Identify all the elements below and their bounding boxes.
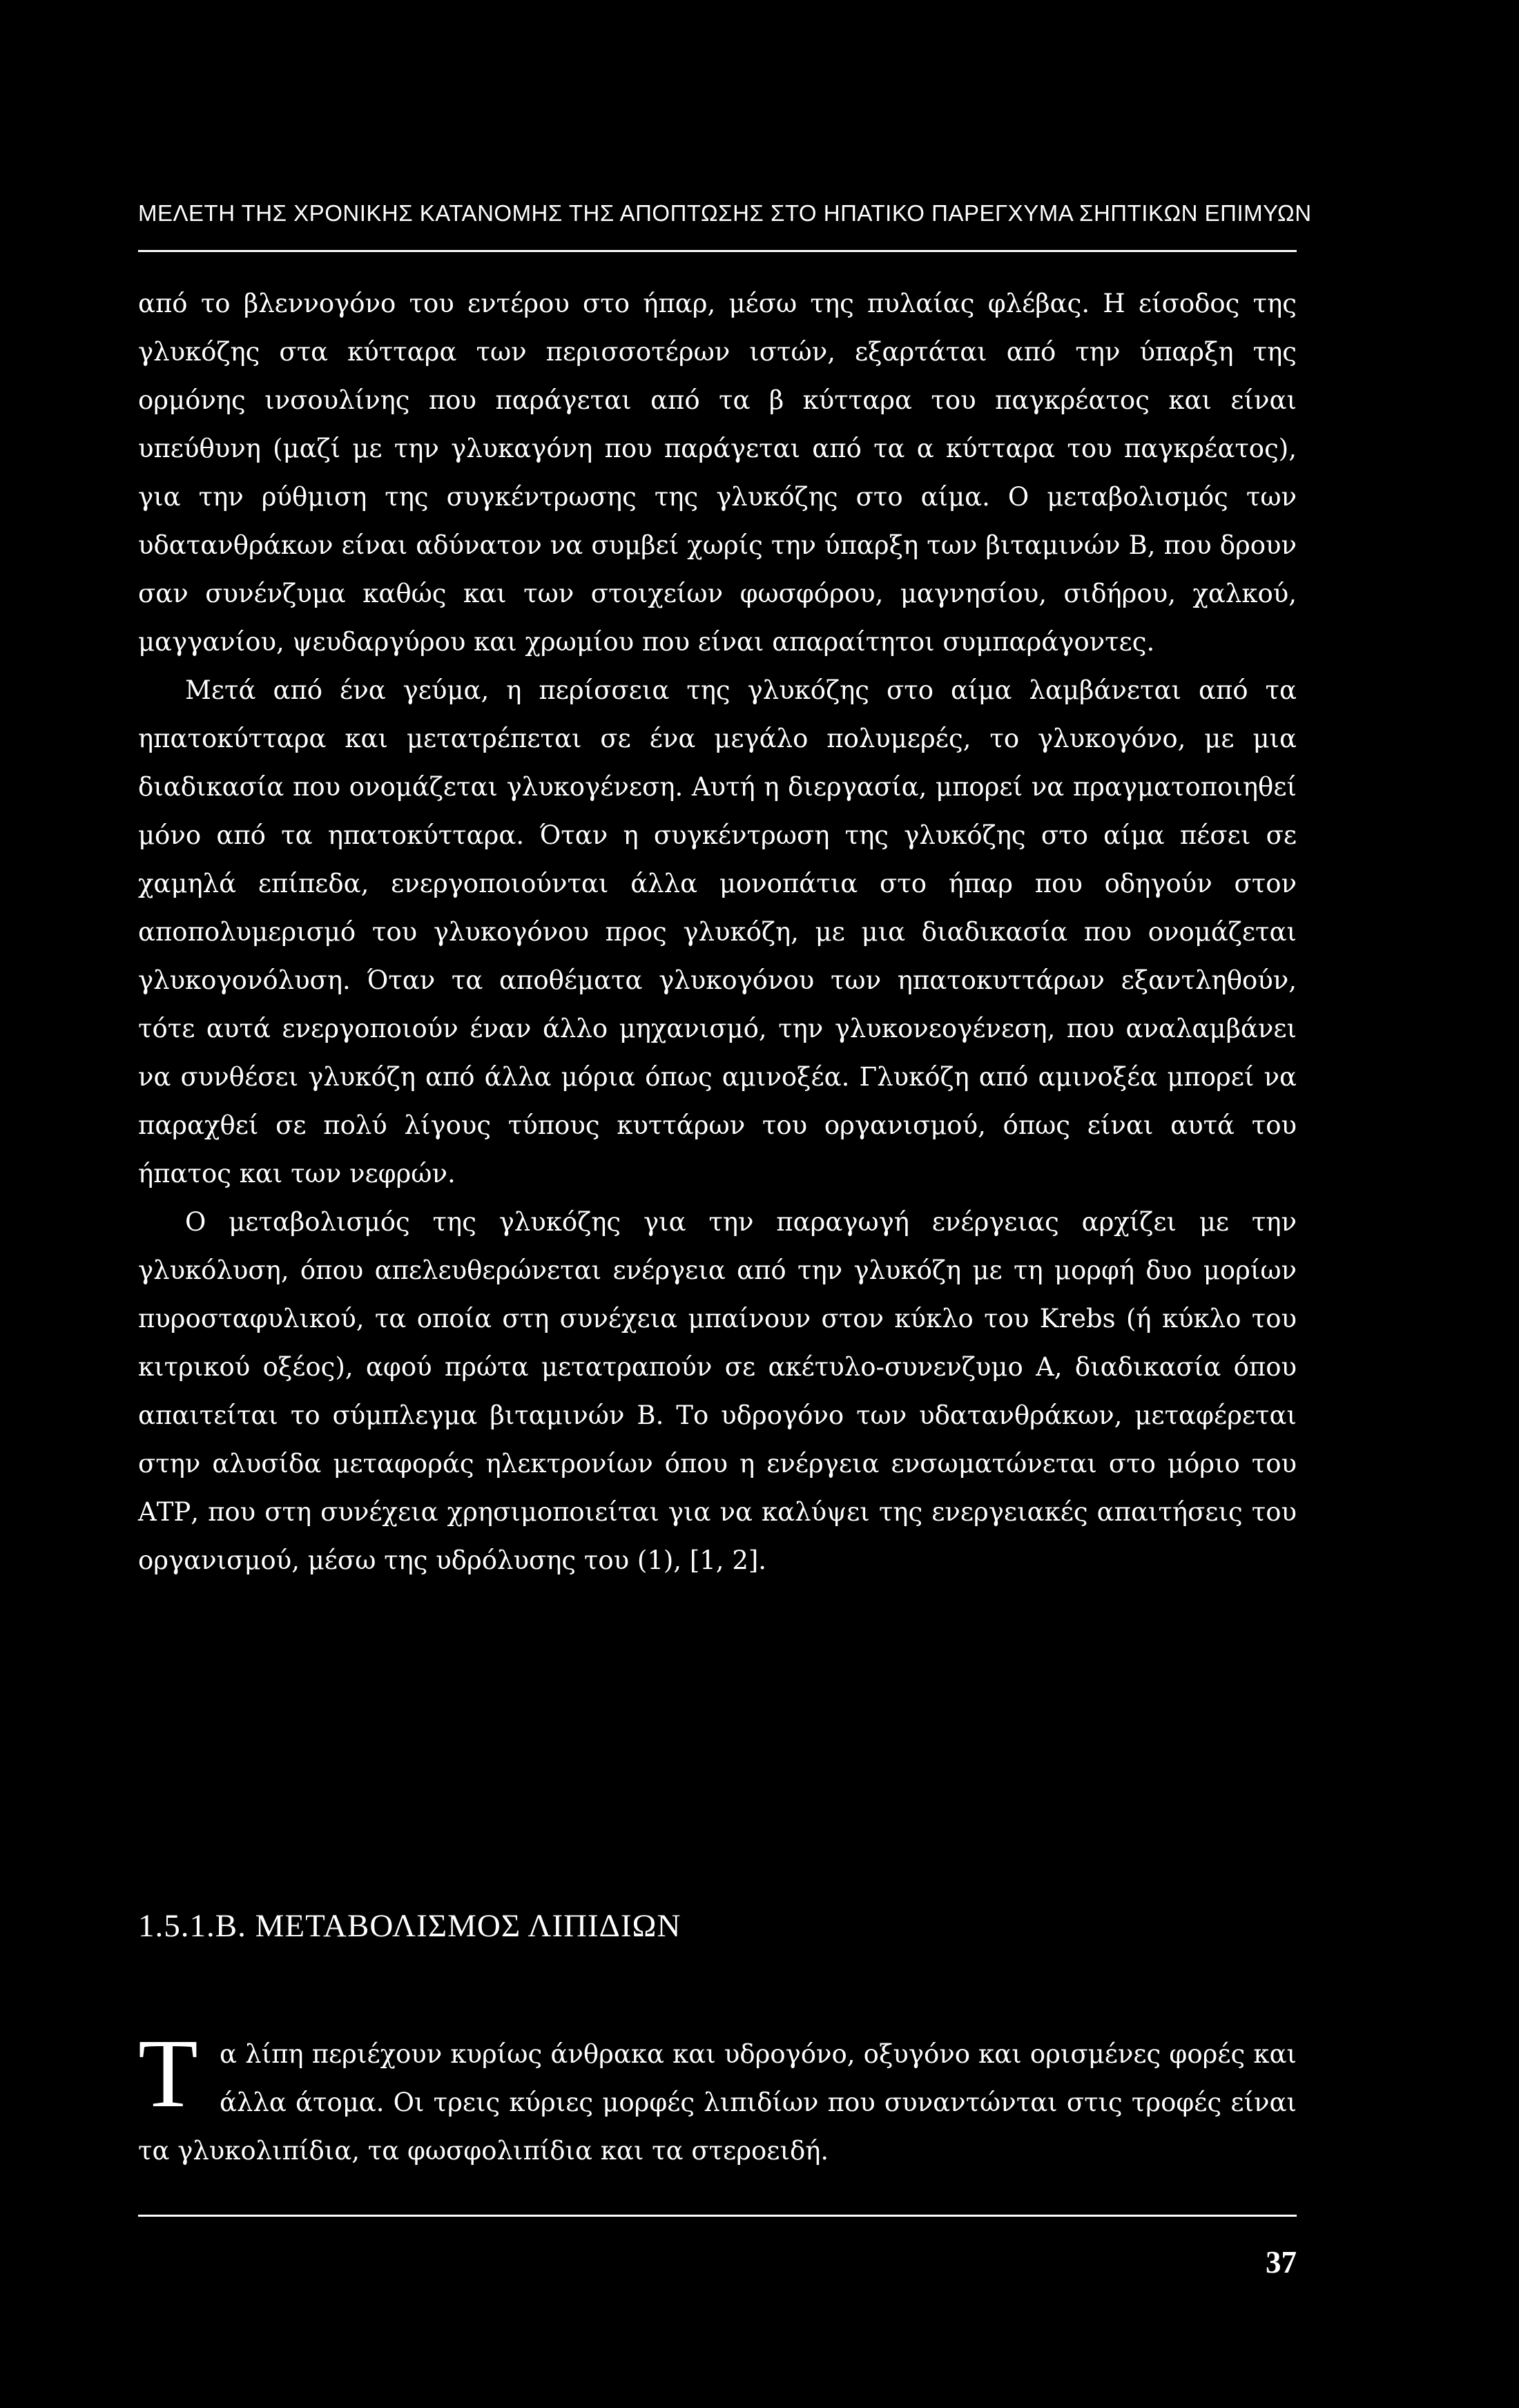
running-header: ΜΕΛΕΤΗ ΤΗΣ ΧΡΟΝΙΚΗΣ ΚΑΤΑΝΟΜΗΣ ΤΗΣ ΑΠΟΠΤΩΣΗΣ ΣΤΟ ΗΠΑΤΙΚΟ ΠΑΡΕΓΧΥΜΑ ΣΗΠΤΙΚΩΝ ΕΠΙΜΥΩΝ [138,200,1312,226]
body-text [138,280,1297,1585]
paragraph-glucose-metabolism: Ο μεταβολισμός της γλυκόζης για την παραγωγή ενέργειας αρχίζει με την γλυκόλυση, όπου απελευθερώνεται ενέργεια από την γλυκόζη με τη μορφή δυο μορίων πυροσταφυλικού, τα οποία στη συνέχεια μπαίνουν στον κύκλο του Krebs (ή κύκλο του κιτρικού οξέος), αφού πρώτα μετατραπούν σε ακέτυλο-συνενζυμο Α, διαδικασία όπου απαιτείται το σύμπλεγμα βιταμινών Β. Το υδρογόνο των υδατανθράκων, μεταφέρεται στην αλυσίδα μεταφοράς ηλεκτρονίων όπου η ενέργεια ενσωματώνεται στο μόριο του ΑΤΡ, που στη συνέχεια χρησιμοποιείται για να καλύψει της ενεργειακές απαιτήσεις του οργανισμού, μέσω της υδρόλυσης του (1), [1, 2]. [138,1207,1297,1575]
footer-rule [138,2215,1297,2217]
drop-cap: Τ [138,2019,198,2128]
section-body [138,2019,1297,2175]
section-paragraph-text: α λίπη περιέχουν κυρίως άνθρακα και υδρογόνο, οξυγόνο και ορισμένες φορές και άλλα άτομα. Οι τρεις κύριες μορφές λιπιδίων που συναντώνται στις τροφές είναι τα γλυκολιπίδια, τα φωσφολιπίδια και τα στεροειδή. [138,2039,1297,2166]
section-paragraph [138,2019,1297,2175]
header-rule [138,250,1297,252]
page-number: 37 [1266,2245,1297,2280]
paragraph-carbohydrate-absorption: από το βλεννογόνο του εντέρου στο ήπαρ, μέσω της πυλαίας φλέβας. Η είσοδος της γλυκόζης στα κύτταρα των περισσοτέρων ιστών, εξαρτάται από την ύπαρξη της ορμόνης ινσουλίνης που παράγεται από τα β κύτταρα του παγκρέατος και είναι υπεύθυνη (μαζί με την γλυκαγόνη που παράγεται από τα α κύτταρα του παγκρέατος), για την ρύθμιση της συγκέντρωσης της γλυκόζης στο αίμα. Ο μεταβολισμός των υδατανθράκων είναι αδύνατον να συμβεί χωρίς την ύπαρξη των βιταμινών Β, που δρουν σαν συνένζυμα καθώς και των στοιχείων φωσφόρου, μαγνησίου, σιδήρου, χαλκού, μαγγανίου, ψευδαργύρου και χρωμίου που είναι απαραίτητοι συμπαράγοντες. [138,289,1297,657]
section-heading: 1.5.1.Β. ΜΕΤΑΒΟΛΙΣΜΟΣ ΛΙΠΙΔΙΩΝ [138,1908,681,1944]
paragraph-glycogenesis: Μετά από ένα γεύμα, η περίσσεια της γλυκόζης στο αίμα λαμβάνεται από τα ηπατοκύτταρα και μετατρέπεται σε ένα μεγάλο πολυμερές, το γλυκογόνο, με μια διαδικασία που ονομάζεται γλυκογένεση. Αυτή η διεργασία, μπορεί να πραγματοποιηθεί μόνο από τα ηπατοκύτταρα. Όταν η συγκέντρωση της γλυκόζης στο αίμα πέσει σε χαμηλά επίπεδα, ενεργοποιούνται άλλα μονοπάτια στο ήπαρ που οδηγούν στον αποπολυμερισμό του γλυκογόνου προς γλυκόζη, με μια διαδικασία που ονομάζεται γλυκογονόλυση. Όταν τα αποθέματα γλυκογόνου των ηπατοκυττάρων εξαντληθούν, τότε αυτά ενεργοποιούν έναν άλλο μηχανισμό, την γλυκονεογένεση, που αναλαμβάνει να συνθέσει γλυκόζη από άλλα μόρια όπως αμινοξέα. Γλυκόζη από αμινοξέα μπορεί να παραχθεί σε πολύ λίγους τύπους κυττάρων του οργανισμού, όπως είναι αυτά του ήπατος και των νεφρών. [138,675,1297,1188]
